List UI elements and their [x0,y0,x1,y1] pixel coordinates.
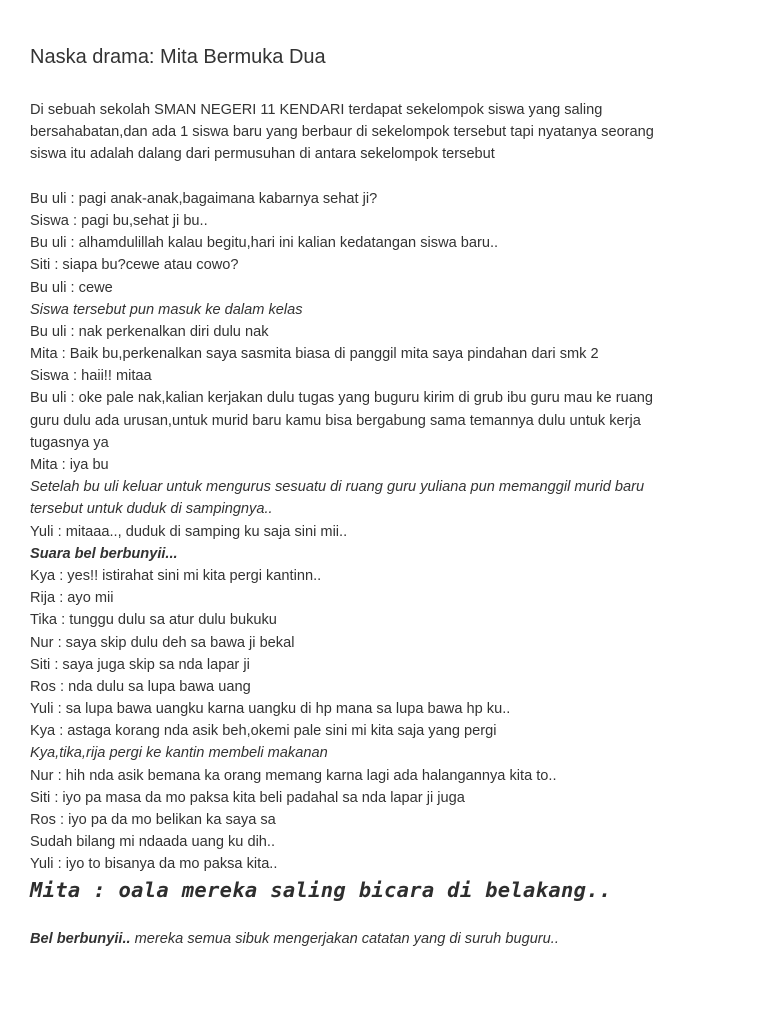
dialogue-line: Siti : saya juga skip sa nda lapar ji [30,656,250,673]
dialogue-line: Siswa : haii!! mitaa [30,368,152,385]
document-title: Naska drama: Mita Bermuka Dua [30,46,326,68]
dialogue-line: Tika : tunggu dulu sa atur dulu bukuku [30,612,277,629]
dialogue-line: Siti : siapa bu?cewe atau cowo? [30,257,239,274]
dialogue-line: Rija : ayo mii [30,590,114,607]
dialogue-line: Bu uli : pagi anak-anak,bagaimana kabarnya sehat ji? [30,190,378,207]
dialogue-line: Bu uli : alhamdulillah kalau begitu,hari ini kalian kedatangan siswa baru.. [30,235,499,252]
dialogue-line: Mita : Baik bu,perkenalkan saya sasmita biasa di panggil mita saya pindahan dari smk 2 [30,346,599,363]
dialogue-line: guru dulu ada urusan,untuk murid baru kamu bisa bergabung sama temannya dulu untuk kerja [30,412,641,429]
dialogue-line: Nur : saya skip dulu deh sa bawa ji bekal [30,634,295,651]
dialogue-line: Kya : astaga korang nda asik beh,okemi pale sini mi kita saja yang pergi [30,723,497,740]
stage-direction: Kya,tika,rija pergi ke kantin membeli makanan [30,745,328,762]
stage-direction-bell: Suara bel berbunyii... [30,545,178,562]
dialogue-line: Siswa : pagi bu,sehat ji bu.. [30,212,208,229]
dialogue-line: Yuli : sa lupa bawa uangku karna uangku di hp mana sa lupa bawa hp ku.. [30,701,511,718]
closing-stage-direction [30,928,559,950]
stage-direction: Siswa tersebut pun masuk ke dalam kelas [30,301,303,318]
stage-direction: tersebut untuk duduk di sampingnya.. [30,501,273,518]
intro-line: siswa itu adalah dalang dari permusuhan di antara sekelompok tersebut [30,146,495,163]
dialogue-line: Kya : yes!! istirahat sini mi kita pergi kantinn.. [30,567,322,584]
closing-bold-text: Bel berbunyii.. [30,931,131,947]
dialogue-line: Bu uli : oke pale nak,kalian kerjakan dulu tugas yang buguru kirim di grub ibu guru mau ke ruang [30,390,654,407]
dialogue-line: Yuli : iyo to bisanya da mo paksa kita.. [30,856,278,873]
closing-rest-text: mereka semua sibuk mengerjakan catatan yang di suruh buguru.. [130,931,559,947]
dialogue-line: Siti : iyo pa masa da mo paksa kita beli padahal sa nda lapar ji juga [30,789,465,806]
dialogue-line: Ros : iyo pa da mo belikan ka saya sa [30,812,276,828]
dialogue-line: Yuli : mitaaa.., duduk di samping ku saja sini mii.. [30,523,348,540]
intro-line: bersahabatan,dan ada 1 siswa baru yang berbaur di sekelompok tersebut tapi nyatanya seorang [30,124,654,141]
intro-line: Di sebuah sekolah SMAN NEGERI 11 KENDARI terdapat sekelompok siswa yang saling [30,102,603,118]
highlight-dialogue-line: Mita : oala mereka saling bicara di belakang.. [30,878,612,902]
paragraph-gap [30,166,738,188]
stage-direction: Setelah bu uli keluar untuk mengurus sesuatu di ruang guru yuliana pun memanggil murid baru [30,479,645,496]
dialogue-line: Bu uli : nak perkenalkan diri dulu nak [30,323,269,340]
document-body [30,99,738,876]
dialogue-line: tugasnya ya [30,434,109,451]
dialogue-line: Mita : iya bu [30,457,109,473]
dialogue-line: Nur : hih nda asik bemana ka orang memang karna lagi ada halangannya kita to.. [30,767,557,784]
dialogue-line: Sudah bilang mi ndaada uang ku dih.. [30,834,276,851]
dialogue-line: Bu uli : cewe [30,279,113,296]
dialogue-line: Ros : nda dulu sa lupa bawa uang [30,678,251,695]
